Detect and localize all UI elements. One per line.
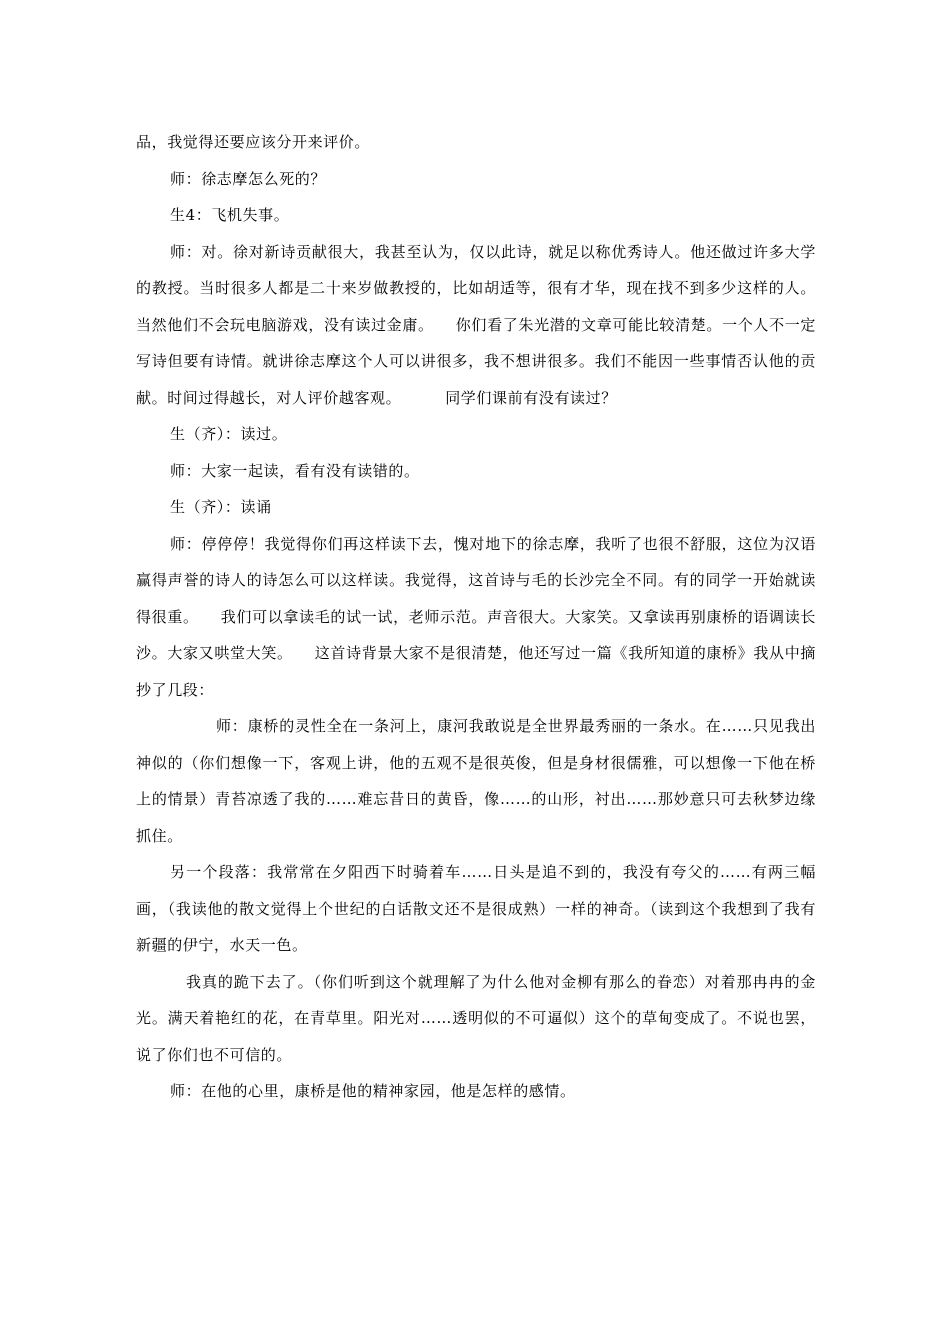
paragraph-text: 师：大家一起读，看有没有读错的。 [170, 461, 420, 480]
paragraph-text: 我们可以拿读毛的试一试，老师示范。声音很大。大家笑。又拿读再别康桥的语调读长沙。大家又哄堂大笑。 [136, 607, 816, 662]
paragraph-text: 生（齐）：读诵 [170, 498, 272, 516]
paragraph [136, 489, 816, 526]
paragraph-text: 另一个段落：我常常在夕阳西下时骑着车……日头是追不到的，我没有夸父的……有两三幅画，（我读他的散文觉得上个世纪的白话散文还不是很成熟）一样的神奇。（读到这个我想到了我有新疆的伊宁，水天一色。 [136, 863, 816, 954]
paragraph-text: 师：康桥的灵性全在一条河上，康河我敢说是全世界最秀丽的一条水。在……只见我出神似的（你们想像一下，客观上讲，他的五观不是很英俊，但是身材很儒雅，可以想像一下他在桥上的情景）青苔凉透了我的……难忘昔日的黄昏，像……的山形，衬出……那妙意只可去秋梦边缘抓住。 [136, 717, 816, 845]
paragraph [136, 526, 816, 709]
paragraph-text: 这首诗背景大家不是很清楚，他还写过一篇《我所知道的康桥》我从中摘抄了几段： [136, 644, 816, 699]
paragraph [136, 854, 816, 964]
paragraph-text: 师：对。徐对新诗贡献很大，我甚至认为，仅以此诗，就足以称优秀诗人。他还做过许多大学的教授。当时很多人都是二十来岁做教授的，比如胡适等，很有才华，现在找不到多少这样的人。当然他们不会玩电脑游戏，没有读过金庸。 [136, 242, 816, 334]
paragraph-text: 生（齐）：读过。 [170, 425, 288, 443]
paragraph-text: 品，我觉得还要应该分开来评价。 [136, 133, 371, 151]
paragraph [136, 161, 816, 198]
paragraph-text: 我真的跪下去了。（你们听到这个就理解了为什么他对金柳有那么的眷恋）对着那冉冉的金光。满天着艳红的花，在青草里。阳光对……透明似的不可逼似）这个的草甸变成了。不说也罢，说了你们也不可信的。 [136, 972, 816, 1064]
paragraph [136, 964, 816, 1074]
paragraph-text: 师：在他的心里，康桥是他的精神家园，他是怎样的感情。 [170, 1082, 576, 1100]
paragraph-text: 师：徐志摩怎么死的？ [170, 169, 327, 188]
paragraph [136, 197, 816, 234]
paragraph [136, 416, 816, 453]
paragraph-text: 你们看了朱光潜的文章可能比较清楚。一个人不一定写诗但要有诗情。就讲徐志摩这个人可以讲很多，我不想讲很多。我们不能因一些事情否认他的贡献。时间过得越长，对人评价越客观。 [136, 315, 816, 407]
paragraph [136, 708, 816, 854]
paragraph-text: 同学们课前有没有读过？ [445, 388, 617, 407]
document-body [136, 124, 816, 1110]
paragraph-text: 生4：飞机失事。 [170, 206, 290, 224]
paragraph [136, 1073, 816, 1110]
paragraph-text: 师：停停停！我觉得你们再这样读下去，愧对地下的徐志摩，我听了也很不舒服，这位为汉语赢得声誉的诗人的诗怎么可以这样读。我觉得，这首诗与毛的长沙完全不同。有的同学一开始就读得很重。 [136, 534, 816, 626]
paragraph [136, 234, 816, 417]
paragraph [136, 453, 816, 490]
paragraph [136, 124, 816, 161]
